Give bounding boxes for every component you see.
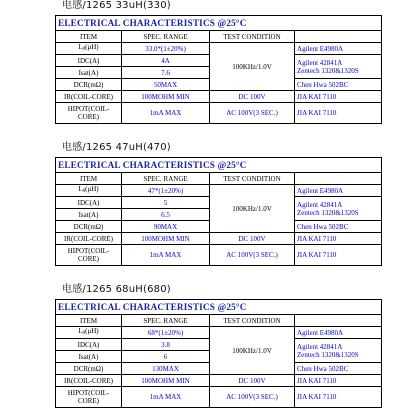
value-dcr: 130MAX xyxy=(122,363,210,375)
item-ir: IR(COIL-CORE) xyxy=(56,233,122,245)
spec-table xyxy=(55,15,382,124)
condition-lcr: 100KHz/1.0V xyxy=(210,327,295,375)
header-item: ITEM xyxy=(56,173,122,185)
item-ir: IR(COIL-CORE) xyxy=(56,91,122,103)
condition-ir: DC 100V xyxy=(210,91,295,103)
condition-ir: DC 100V xyxy=(210,233,295,245)
header-item: ITEM xyxy=(56,31,122,43)
item-dcr: DCR(mΩ) xyxy=(56,79,122,91)
header-equipment xyxy=(295,315,382,327)
header-item: ITEM xyxy=(56,315,122,327)
equipment-dcr: Chen Hwa 502BC xyxy=(295,79,382,91)
equipment-ir: JIA KAI 7110 xyxy=(295,91,382,103)
value-isat: 7.6 xyxy=(122,67,210,79)
item-dcr: DCR(mΩ) xyxy=(56,221,122,233)
item-isat: Isat(A) xyxy=(56,209,122,221)
table-title: ELECTRICAL CHARACTERISTICS @25°C xyxy=(56,158,295,173)
value-ir: 100MOHM MIN xyxy=(122,233,210,245)
equipment-dcr: Chen Hwa 502BC xyxy=(295,221,382,233)
value-inductance: 47*(1±20%) xyxy=(122,185,210,197)
table-row xyxy=(56,387,382,408)
header-equipment xyxy=(295,31,382,43)
header-test-condition: TEST CONDITION xyxy=(210,315,295,327)
table-title-row xyxy=(56,158,382,173)
item-ir: IR(COIL-CORE) xyxy=(56,375,122,387)
column-header-row xyxy=(56,173,382,185)
item-inductance: $L_0(\mu H)$ xyxy=(56,185,122,197)
table-row xyxy=(56,43,382,55)
equipment-hipot: JIA KAI 7110 xyxy=(295,103,382,124)
table-row xyxy=(56,103,382,124)
item-idc: IDC(A) xyxy=(56,339,122,351)
value-ir: 100MOHM MIN xyxy=(122,91,210,103)
section-caption: 电感/1265 68uH(680) xyxy=(62,284,171,295)
table-title-row xyxy=(56,300,382,315)
equipment-current: Agilent 42841A Zentech 1320&1320S xyxy=(295,55,382,79)
value-ir: 100MOHM MIN xyxy=(122,375,210,387)
value-isat: 6.5 xyxy=(122,209,210,221)
condition-hipot: AC 100V(3 SEC.) xyxy=(210,103,295,124)
header-test-condition: TEST CONDITION xyxy=(210,31,295,43)
header-test-condition: TEST CONDITION xyxy=(210,173,295,185)
table-title: ELECTRICAL CHARACTERISTICS @25°C xyxy=(56,300,295,315)
equipment-current: Agilent 42841A Zentech 1320&1320S xyxy=(295,339,382,363)
equipment-ir: JIA KAI 7110 xyxy=(295,233,382,245)
table-title-row xyxy=(56,16,382,31)
table-row xyxy=(56,185,382,197)
spec-table xyxy=(55,299,382,408)
item-isat: Isat(A) xyxy=(56,351,122,363)
value-dcr: 90MAX xyxy=(122,221,210,233)
equipment-inductance: Agilent E4980A xyxy=(295,327,382,339)
table-row xyxy=(56,233,382,245)
value-idc: 3.8 xyxy=(122,339,210,351)
value-inductance: 33.0*(1±20%) xyxy=(122,43,210,55)
header-equipment xyxy=(295,173,382,185)
equipment-ir: JIA KAI 7110 xyxy=(295,375,382,387)
value-idc: 5 xyxy=(122,197,210,209)
section-caption: 电感/1265 47uH(470) xyxy=(62,142,171,153)
equipment-current: Agilent 42841A Zentech 1320&1320S xyxy=(295,197,382,221)
item-idc: IDC(A) xyxy=(56,55,122,67)
header-spec-range: SPEC. RANGE xyxy=(122,31,210,43)
item-inductance: $L_0(\mu H)$ xyxy=(56,327,122,339)
header-spec-range: SPEC. RANGE xyxy=(122,173,210,185)
column-header-row xyxy=(56,315,382,327)
equipment-hipot: JIA KAI 7110 xyxy=(295,245,382,266)
value-inductance: 68*(1±20%) xyxy=(122,327,210,339)
spec-table xyxy=(55,157,382,266)
value-hipot: 1mA MAX xyxy=(122,103,210,124)
item-isat: Isat(A) xyxy=(56,67,122,79)
condition-hipot: AC 100V(3 SEC.) xyxy=(210,387,295,408)
header-spec-range: SPEC. RANGE xyxy=(122,315,210,327)
item-inductance: $L_0(\mu H)$ xyxy=(56,43,122,55)
item-hipot: HIPOT(COIL- CORE) xyxy=(56,387,122,408)
condition-ir: DC 100V xyxy=(210,375,295,387)
equipment-dcr: Chen Hwa 502BC xyxy=(295,363,382,375)
table-row xyxy=(56,327,382,339)
value-dcr: 50MAX xyxy=(122,79,210,91)
value-idc: 4A xyxy=(122,55,210,67)
value-isat: 6 xyxy=(122,351,210,363)
column-header-row xyxy=(56,31,382,43)
condition-lcr: 100KHz/1.0V xyxy=(210,43,295,91)
equipment-inductance: Agilent E4980A xyxy=(295,43,382,55)
value-hipot: 1mA MAX xyxy=(122,245,210,266)
value-hipot: 1mA MAX xyxy=(122,387,210,408)
item-idc: IDC(A) xyxy=(56,197,122,209)
table-row xyxy=(56,375,382,387)
section-caption: 电感/1265 33uH(330) xyxy=(62,0,171,11)
equipment-inductance: Agilent E4980A xyxy=(295,185,382,197)
table-row xyxy=(56,245,382,266)
item-dcr: DCR(mΩ) xyxy=(56,363,122,375)
table-title: ELECTRICAL CHARACTERISTICS @25°C xyxy=(56,16,295,31)
condition-lcr: 100KHz/1.0V xyxy=(210,185,295,233)
table-row xyxy=(56,91,382,103)
condition-hipot: AC 100V(3 SEC.) xyxy=(210,245,295,266)
item-hipot: HIPOT(COIL- CORE) xyxy=(56,245,122,266)
item-hipot: HIPOT(COIL- CORE) xyxy=(56,103,122,124)
equipment-hipot: JIA KAI 7110 xyxy=(295,387,382,408)
